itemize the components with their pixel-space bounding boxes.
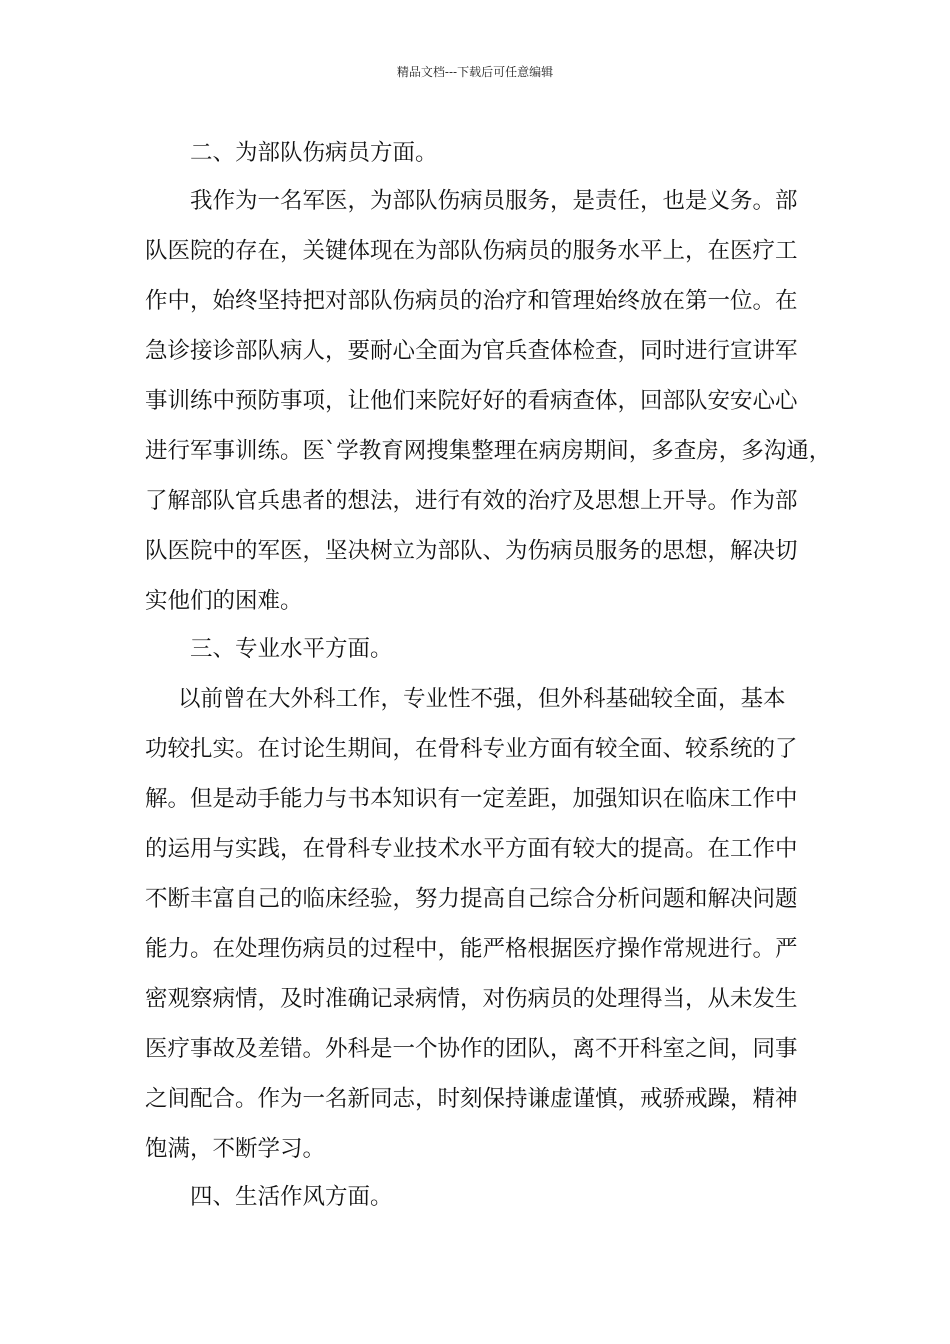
page-header: 精品文档---下载后可任意编辑	[396, 65, 554, 79]
paragraph-line: 之间配合。作为一名新同志，时刻保持谦虚谨慎，戒骄戒躁，精神	[145, 1086, 798, 1112]
paragraph-line: 饱满，不断学习。	[145, 1136, 326, 1162]
paragraph-line: 作中，始终坚持把对部队伤病员的治疗和管理始终放在第一位。在	[145, 288, 798, 314]
paragraph-line: 能力。在处理伤病员的过程中，能严格根据医疗操作常规进行。严	[145, 936, 798, 962]
paragraph-line: 以前曾在大外科工作，专业性不强，但外科基础较全面，基本	[178, 686, 786, 712]
section-heading-4: 四、生活作风方面。	[190, 1184, 393, 1210]
paragraph-line: 队医院的存在，关键体现在为部队伤病员的服务水平上，在医疗工	[145, 238, 798, 264]
paragraph-line: 医疗事故及差错。外科是一个协作的团队，离不开科室之间，同事	[145, 1036, 798, 1062]
paragraph-line: 进行军事训练。医`学教育网搜集整理在病房期间，多查房，多沟通，	[145, 438, 832, 464]
paragraph-line: 我作为一名军医，为部队伤病员服务，是责任，也是义务。部	[190, 188, 798, 214]
section-heading-3: 三、专业水平方面。	[190, 636, 393, 662]
paragraph-line: 功较扎实。在讨论生期间，在骨科专业方面有较全面、较系统的了	[145, 736, 798, 762]
paragraph-line: 解。但是动手能力与书本知识有一定差距，加强知识在临床工作中	[145, 786, 798, 812]
section-heading-2: 二、为部队伤病员方面。	[190, 140, 438, 166]
paragraph-line: 不断丰富自己的临床经验，努力提高自己综合分析问题和解决问题	[145, 886, 798, 912]
paragraph-line: 实他们的困难。	[145, 588, 303, 614]
paragraph-line: 急诊接诊部队病人，要耐心全面为官兵查体检查，同时进行宣讲军	[145, 338, 798, 364]
paragraph-line: 事训练中预防事项，让他们来院好好的看病查体，回部队安安心心	[145, 388, 798, 414]
paragraph-line: 的运用与实践，在骨科专业技术水平方面有较大的提高。在工作中	[145, 836, 798, 862]
paragraph-line: 密观察病情，及时准确记录病情，对伤病员的处理得当，从未发生	[145, 986, 798, 1012]
paragraph-line: 了解部队官兵患者的想法，进行有效的治疗及思想上开导。作为部	[145, 488, 798, 514]
paragraph-line: 队医院中的军医，坚决树立为部队、为伤病员服务的思想，解决切	[145, 538, 798, 564]
